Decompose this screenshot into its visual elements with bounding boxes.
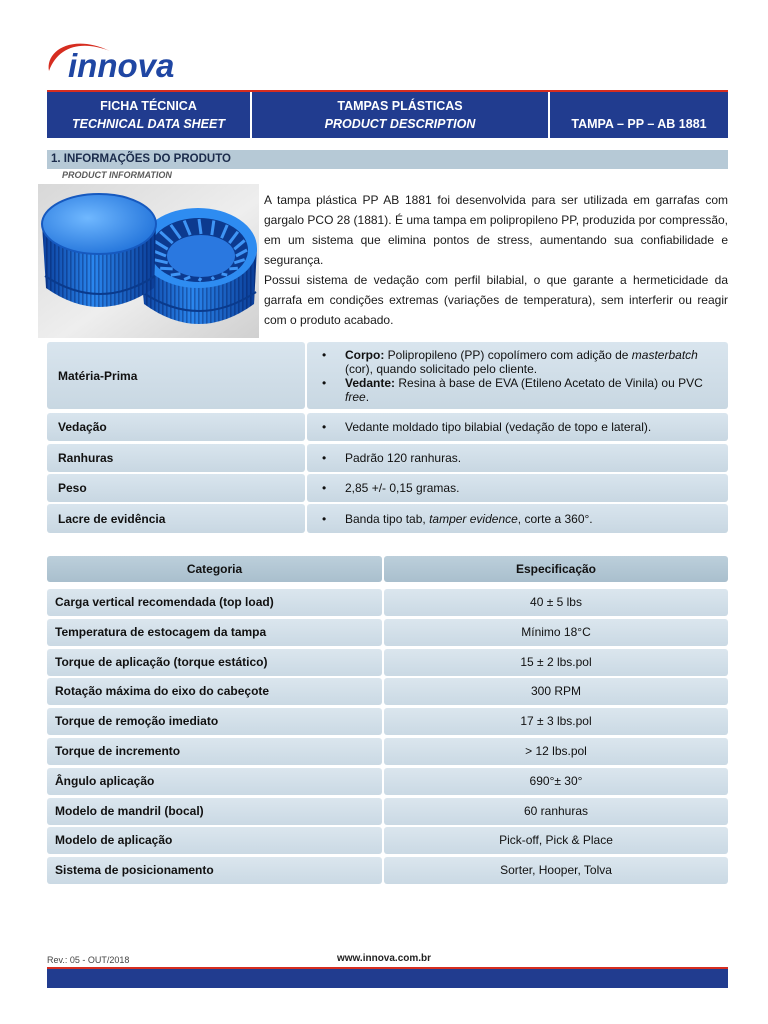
- spec-category: Torque de remoção imediato: [47, 708, 382, 735]
- product-photo: [38, 184, 259, 338]
- sheet-subtitle: TECHNICAL DATA SHEET: [71, 117, 225, 131]
- spec-category: Torque de aplicação (torque estático): [47, 649, 382, 676]
- spec-category: Modelo de mandril (bocal): [47, 798, 382, 825]
- property-bullet-list: [307, 512, 728, 526]
- property-row-peso: [47, 474, 728, 502]
- property-label: Lacre de evidência: [47, 504, 305, 533]
- sheet-title: FICHA TÉCNICA: [100, 99, 197, 113]
- product-code: TAMPA – PP – AB 1881: [571, 117, 707, 131]
- bullet-item: [307, 512, 718, 526]
- property-label: Ranhuras: [47, 444, 305, 472]
- section-title: 1. INFORMAÇÕES DO PRODUTO: [47, 150, 728, 169]
- logo-text: innova: [68, 47, 175, 84]
- spec-value: 40 ± 5 lbs: [384, 589, 728, 616]
- property-row-ranhuras: [47, 444, 728, 472]
- property-value: [307, 474, 728, 502]
- spec-category: Torque de incremento: [47, 738, 382, 765]
- closed-cap: [42, 194, 156, 307]
- cap-rib: [160, 268, 173, 269]
- spec-value: Pick-off, Pick & Place: [384, 827, 728, 854]
- website-link[interactable]: www.innova.com.br: [336, 953, 432, 964]
- spec-category: Modelo de aplicação: [47, 827, 382, 854]
- bullet-bold: Corpo:: [345, 347, 385, 362]
- spec-header-value: Especificação: [384, 556, 728, 582]
- property-value: [307, 504, 728, 533]
- spec-value: Mínimo 18°C: [384, 619, 728, 646]
- cap-rib: [212, 277, 214, 280]
- bullet-text: Banda tipo tab,: [345, 511, 430, 526]
- spec-category: Rotação máxima do eixo do cabeçote: [47, 678, 382, 705]
- spec-row: [47, 798, 728, 825]
- innova-logo: [40, 30, 200, 85]
- bullet-icon: [322, 376, 326, 390]
- property-label: Vedação: [47, 413, 305, 441]
- bullet-italic: masterbatch: [631, 347, 698, 362]
- spec-value: 60 ranhuras: [384, 798, 728, 825]
- property-value: [307, 444, 728, 472]
- bullet-icon: [322, 420, 326, 434]
- spec-header-category: Categoria: [47, 556, 382, 582]
- cap-rib: [171, 274, 181, 275]
- footer-bar: [47, 967, 728, 988]
- spec-value: Sorter, Hooper, Tolva: [384, 857, 728, 884]
- product-description: [264, 190, 728, 330]
- revision-label: Rev.: 05 - OUT/2018: [47, 955, 130, 965]
- sheet-title-cell: [47, 92, 250, 138]
- footer-website: [0, 953, 768, 964]
- property-row-lacre: [47, 504, 728, 533]
- cap-rib: [199, 278, 201, 281]
- spec-row: [47, 857, 728, 884]
- spec-row: [47, 827, 728, 854]
- bullet-bold: Vedante:: [345, 375, 396, 390]
- bullet-item: [307, 348, 718, 376]
- cap-rib: [199, 219, 201, 234]
- spec-category: Carga vertical recomendada (top load): [47, 589, 382, 616]
- spec-category: Temperatura de estocagem da tampa: [47, 619, 382, 646]
- description-paragraph: Possui sistema de vedação com perfil bilabial, o que garante a hermeticidade da garrafa em condições extremas (variações de temperatura), sem interferir ou reagir com o produto acabado.: [264, 273, 728, 327]
- spec-value: 15 ± 2 lbs.pol: [384, 649, 728, 676]
- title-header: [47, 90, 728, 138]
- bullet-italic: free: [345, 389, 366, 404]
- bullet-icon: [322, 348, 326, 362]
- category-title: TAMPAS PLÁSTICAS: [337, 99, 463, 113]
- bullet-item: [307, 481, 718, 495]
- cap-rib: [229, 268, 238, 269]
- property-value: [307, 342, 728, 409]
- spec-value: 690°± 30°: [384, 768, 728, 795]
- property-label: Matéria-Prima: [47, 342, 305, 409]
- spec-row: [47, 649, 728, 676]
- bullet-text: Polipropileno (PP) copolímero com adição de: [384, 347, 632, 362]
- bullet-text: 2,85 +/- 0,15 gramas.: [345, 481, 460, 495]
- property-bullet-list: [307, 348, 728, 404]
- bullet-text: , corte a 360°.: [517, 511, 593, 526]
- property-bullet-list: [307, 481, 728, 495]
- spec-row: [47, 768, 728, 795]
- bullet-item: [307, 451, 718, 465]
- bullet-text: .: [365, 389, 370, 404]
- product-code-cell: [550, 92, 728, 138]
- property-row-materia-prima: [47, 342, 728, 409]
- bullet-icon: [322, 451, 326, 465]
- property-row-vedacao: [47, 413, 728, 441]
- property-bullet-list: [307, 451, 728, 465]
- bullet-text: Resina à base de EVA (Etileno Acetato de Vinila) ou PVC: [395, 375, 703, 390]
- bullet-text: Vedante moldado tipo bilabial (vedação de topo e lateral).: [345, 420, 652, 434]
- spec-row: [47, 678, 728, 705]
- description-paragraph: A tampa plástica PP AB 1881 foi desenvolvida para ser utilizada em garrafas com gargalo PCO 28 (1881). É uma tampa em polipropileno PP, produzida por compressão, em um sistema que elimina pontos de stress, aumentando sua confiabilidade e segurança.: [264, 193, 728, 267]
- spec-value: > 12 lbs.pol: [384, 738, 728, 765]
- bullet-italic: tamper evidence: [429, 511, 518, 526]
- bullet-text: (cor), quando solicitado pelo cliente.: [345, 361, 538, 376]
- bullet-icon: [322, 481, 326, 495]
- spec-value: 300 RPM: [384, 678, 728, 705]
- property-value: [307, 413, 728, 441]
- spec-row: [47, 708, 728, 735]
- section-subtitle: PRODUCT INFORMATION: [62, 170, 172, 180]
- spec-category: Sistema de posicionamento: [47, 857, 382, 884]
- spec-value: 17 ± 3 lbs.pol: [384, 708, 728, 735]
- cap-rib: [212, 221, 214, 236]
- bullet-text: Padrão 120 ranhuras.: [345, 451, 462, 465]
- spec-row: [47, 738, 728, 765]
- spec-category: Ângulo aplicação: [47, 768, 382, 795]
- spec-row: [47, 589, 728, 616]
- category-subtitle: PRODUCT DESCRIPTION: [324, 117, 476, 131]
- category-title-cell: [252, 92, 548, 138]
- cap-rib: [222, 274, 228, 275]
- bullet-item: [307, 376, 718, 404]
- spec-row: [47, 619, 728, 646]
- bullet-icon: [322, 512, 326, 526]
- property-bullet-list: [307, 420, 728, 434]
- property-label: Peso: [47, 474, 305, 502]
- bullet-item: [307, 420, 718, 434]
